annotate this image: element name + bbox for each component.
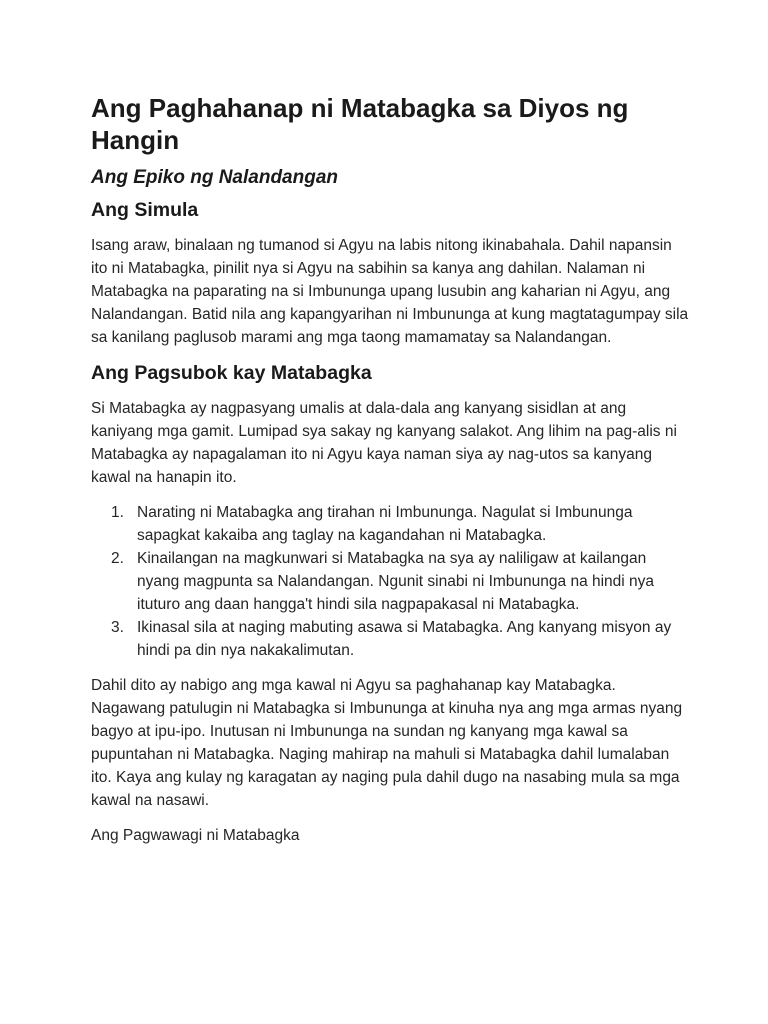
- list-item-text: Narating ni Matabagka ang tirahan ni Imbununga. Nagulat si Imbununga sapagkat kakaiba ang taglay na kagandahan ni Matabagka.: [137, 504, 633, 544]
- section-label-pagwawagi: Ang Pagwawagi ni Matabagka: [91, 827, 300, 844]
- document-title: Ang Paghahanap ni Matabagka sa Diyos ng Hangin: [91, 93, 629, 155]
- list-item-text: Kinailangan na magkunwari si Matabagka na sya ay naliligaw at kailangan nyang magpunta sa Nalandangan. Ngunit sinabi ni Imbununga na hindi nya ituturo ang daan hangga't hindi sila nagpapakasal ni Matabagka.: [137, 550, 655, 613]
- list-item: [91, 547, 691, 616]
- list-item-text: Ikinasal sila at naging mabuting asawa si Matabagka. Ang kanyang misyon ay hindi pa din nya nakakalimutan.: [137, 619, 672, 659]
- section-paragraph-simula: Isang araw, binalaan ng tumanod si Agyu na labis nitong ikinabahala. Dahil napansin ito ni Matabagka, pinilit nya si Agyu na sabihin sa kanya ang dahilan. Nalaman ni Matabagka na paparating na si Imbununga upang lusubin ang kaharian ni Agyu, ang Nalandangan. Batid nila ang kapangyarihan ni Imbununga at kung magtatagumpay sila sa kanilang paglusob marami ang mga taong mamamatay sa Nalandangan.: [91, 237, 689, 346]
- document-subtitle: Ang Epiko ng Nalandangan: [91, 167, 339, 188]
- numbered-list: [91, 501, 691, 662]
- list-item: [91, 616, 691, 662]
- document-page: [91, 92, 691, 847]
- section-paragraph-pagsubok: Si Matabagka ay nagpasyang umalis at dala-dala ang kanyang sisidlan at ang kaniyang mga gamit. Lumipad sya sakay ng kanyang salakot. Ang lihim na pag-alis ni Matabagka ay napagalaman ito ni Agyu kaya naman siya ay nag-utos sa kanyang kawal na hanapin ito.: [91, 400, 677, 486]
- section-heading-simula: Ang Simula: [91, 199, 199, 221]
- list-item: [91, 501, 691, 547]
- list-item-number: 3.: [111, 619, 124, 636]
- list-item-number: 1.: [111, 504, 124, 521]
- section-paragraph-continuation: Dahil dito ay nabigo ang mga kawal ni Agyu sa paghahanap kay Matabagka. Nagawang patulugin ni Matabagka si Imbununga at kinuha nya ang mga armas nyang bagyo at ipu-ipo. Inutusan ni Imbununga na sundan ng kanyang mga kawal sa pupuntahan ni Matabagka. Naging mahirap na mahuli si Matabagka dahil lumalaban ito. Kaya ang kulay ng karagatan ay naging pula dahil dugo na nasabing mula sa mga kawal na nasawi.: [91, 677, 683, 809]
- list-item-number: 2.: [111, 550, 124, 567]
- section-heading-pagsubok: Ang Pagsubok kay Matabagka: [91, 362, 372, 384]
